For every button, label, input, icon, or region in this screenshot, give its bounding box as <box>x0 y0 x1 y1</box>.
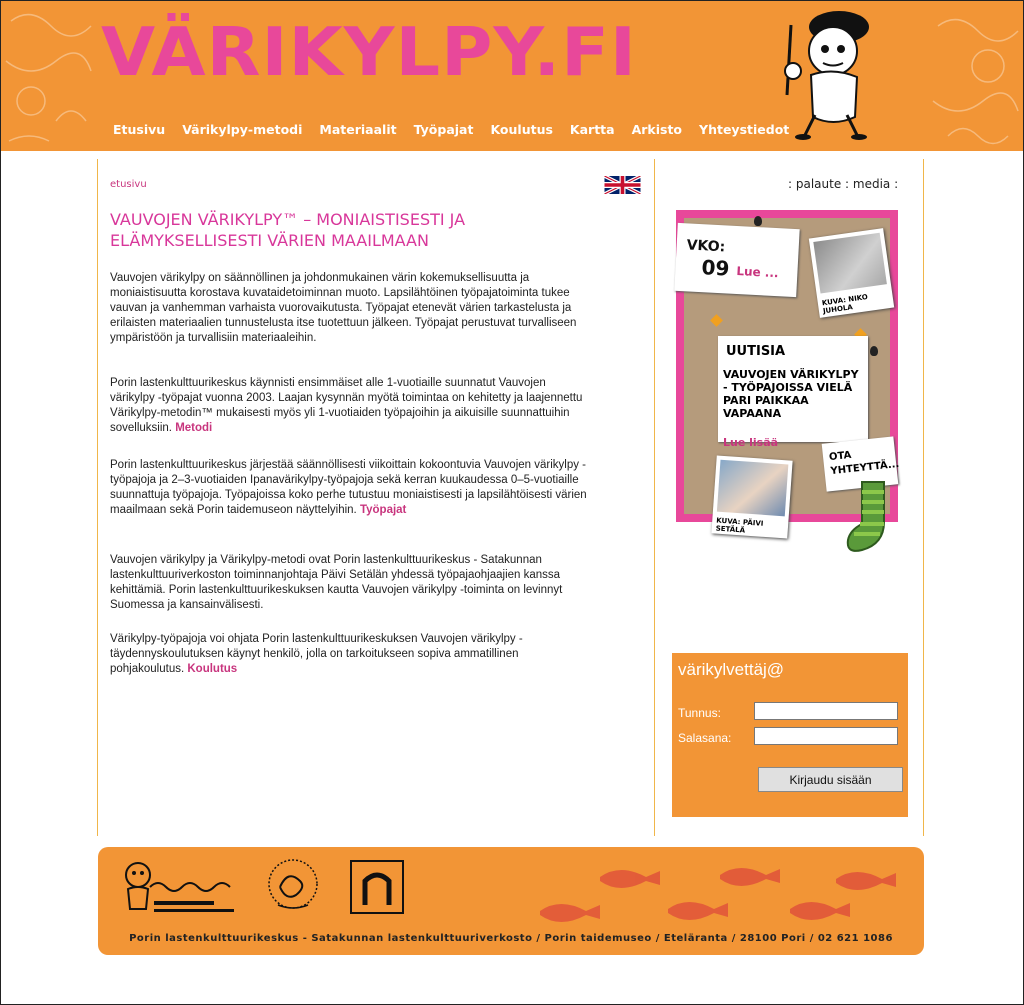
nav-varikylpy-metodi[interactable]: Värikylpy-metodi <box>182 122 303 137</box>
news-heading: UUTISIA <box>726 344 786 359</box>
nav-yhteystiedot[interactable]: Yhteystiedot <box>699 122 790 137</box>
photo-child-portrait <box>711 455 792 538</box>
login-heading: värikylvettäj@ <box>678 660 785 679</box>
decorative-doodle-icon <box>1 1 96 151</box>
password-input[interactable] <box>754 727 898 745</box>
username-label: Tunnus: <box>678 706 721 720</box>
porin-taidemuseo-logo-icon <box>349 859 405 915</box>
tyopajat-link[interactable]: Työpajat <box>359 504 407 516</box>
photo-drawing-child <box>809 228 894 318</box>
satakunta-network-logo-icon <box>116 857 251 919</box>
main-nav <box>113 122 806 137</box>
striped-sock-icon <box>846 478 896 554</box>
palaute-media-links[interactable]: : palaute : media : <box>788 177 899 191</box>
site-header <box>1 1 1023 151</box>
article-paragraph: Vauvojen värikylpy on säännöllinen ja johdonmukainen värin kokemuksellisuutta ja moniaistisuutta korostava kuvataidetoiminnan muoto. Lapsilähtöinen työpajatoiminta tukee vauvan ja vanhemman varhaista vuorovaikutusta. Työpajat etenevät värien tarkastelusta ja erilaisten materiaalien tunnustelusta itse tuotettuun jälkeen. Työpajat perustuvat turvalliseen ympäristöön ja turvallisiin materiaaleihin. <box>110 272 577 344</box>
decorative-doodle-icon <box>928 1 1023 151</box>
column-divider <box>654 159 655 836</box>
nav-koulutus[interactable]: Koulutus <box>490 122 553 137</box>
week-note[interactable] <box>674 223 799 297</box>
week-label: VKO: <box>686 237 726 256</box>
site-footer <box>98 847 924 955</box>
article-paragraph: Värikylpy-työpajoja voi ohjata Porin lastenkulttuurikeskuksen Vauvojen värikylpy -täydennyskoulutuksen käynyt henkilö, jolla on tarkoitukseen sopiva ammatillinen pohjakoulutus. Koulutus <box>110 633 523 675</box>
pin-icon <box>754 216 762 226</box>
username-input[interactable] <box>754 702 898 720</box>
photo-image <box>813 233 887 294</box>
contact-note-text: OTA YHTEYTTÄ... <box>828 449 900 478</box>
site-logo[interactable]: VÄRIKYLPY.FI <box>101 13 637 91</box>
nav-tyopajat[interactable]: Työpajat <box>413 122 474 137</box>
nav-etusivu[interactable]: Etusivu <box>113 122 166 137</box>
news-body: VAUVOJEN VÄRIKYLPY - TYÖPAJOISSA VIELÄ PARI PAIKKAA VAPAANA <box>723 368 859 420</box>
pin-icon <box>870 346 878 356</box>
column-divider <box>923 159 924 836</box>
week-number: 09 <box>700 255 731 281</box>
metodi-link[interactable]: Metodi <box>175 422 213 434</box>
news-read-more-link[interactable]: Lue lisää <box>723 436 779 449</box>
login-panel <box>672 653 908 817</box>
fish-decoration-icon <box>538 857 908 929</box>
photo-caption: KUVA: PÄIVI SETÄLÄ <box>715 516 764 535</box>
news-note[interactable] <box>718 336 868 449</box>
english-flag-icon[interactable] <box>604 176 641 194</box>
article-paragraph: Vauvojen värikylpy ja Värikylpy-metodi ovat Porin lastenkulttuurikeskus - Satakunnan lastenkulttuuriverkoston toiminnanjohtaja Päivi Setälän yhdessä työpajaohjaajien kanssa kehittämiä. Porin lastenkulttuurikeskuksen kautta Vauvojen värikylpy -toiminta on levinnyt Suomessa ja kansainvälisesti. <box>110 554 563 611</box>
article-paragraph: Porin lastenkulttuurikeskus käynnisti ensimmäiset alle 1-vuotiaille suunnatut Vauvojen värikylpy -työpajat vuonna 2003. Laajan kysynnän myötä toimintaa on kehitetty ja laajennettu Värikylpy-metodin™ mukaisesti myös yli 1-vuotiaiden työpajoihin ja aikuisille suunnattuihin sovelluksiin. Metodi <box>110 377 583 434</box>
week-read-link[interactable]: Lue ... <box>736 263 779 281</box>
column-divider <box>97 159 98 836</box>
nav-kartta[interactable]: Kartta <box>569 122 615 137</box>
pin-icon <box>710 314 723 327</box>
article-paragraph: Porin lastenkulttuurikeskus järjestää säännöllisesti viikoittain kokoontuvia Vauvojen värikylpy -työpajoja ja 2–3-vuotiaiden Ipanavärikylpy-työpajoja sekä kerran kuukaudessa 0–5-vuotiaille suunnattuja työpajoja. Työpajoissa koko perhe tutustuu moniaistisesti ja lapsilähtöisesti värien maailmaan sekä Porin taidemuseon näyttelyihin. Työpajat <box>110 459 587 516</box>
page-title: VAUVOJEN VÄRIKYLPY™ – MONIAISTISESTI JA ELÄMYKSELLISESTI VÄRIEN MAAILMAAN <box>110 210 466 250</box>
nav-arkisto[interactable]: Arkisto <box>631 122 683 137</box>
breadcrumb[interactable]: etusivu <box>110 179 147 190</box>
nav-materiaalit[interactable]: Materiaalit <box>319 122 397 137</box>
footer-address: Porin lastenkulttuurikeskus - Satakunnan lastenkulttuuriverkosto / Porin taidemuseo / Eteläranta / 28100 Pori / 02 621 1086 <box>129 933 893 944</box>
login-button[interactable]: Kirjaudu sisään <box>758 767 903 792</box>
photo-image <box>717 460 788 517</box>
password-label: Salasana: <box>678 731 732 745</box>
bulletin-board <box>676 210 900 535</box>
cork-board <box>684 218 900 535</box>
koulutus-link[interactable]: Koulutus <box>187 663 238 675</box>
taidemuseo-seal-icon <box>266 857 320 915</box>
photo-caption: KUVA: NIKO JUHOLA <box>821 293 869 316</box>
